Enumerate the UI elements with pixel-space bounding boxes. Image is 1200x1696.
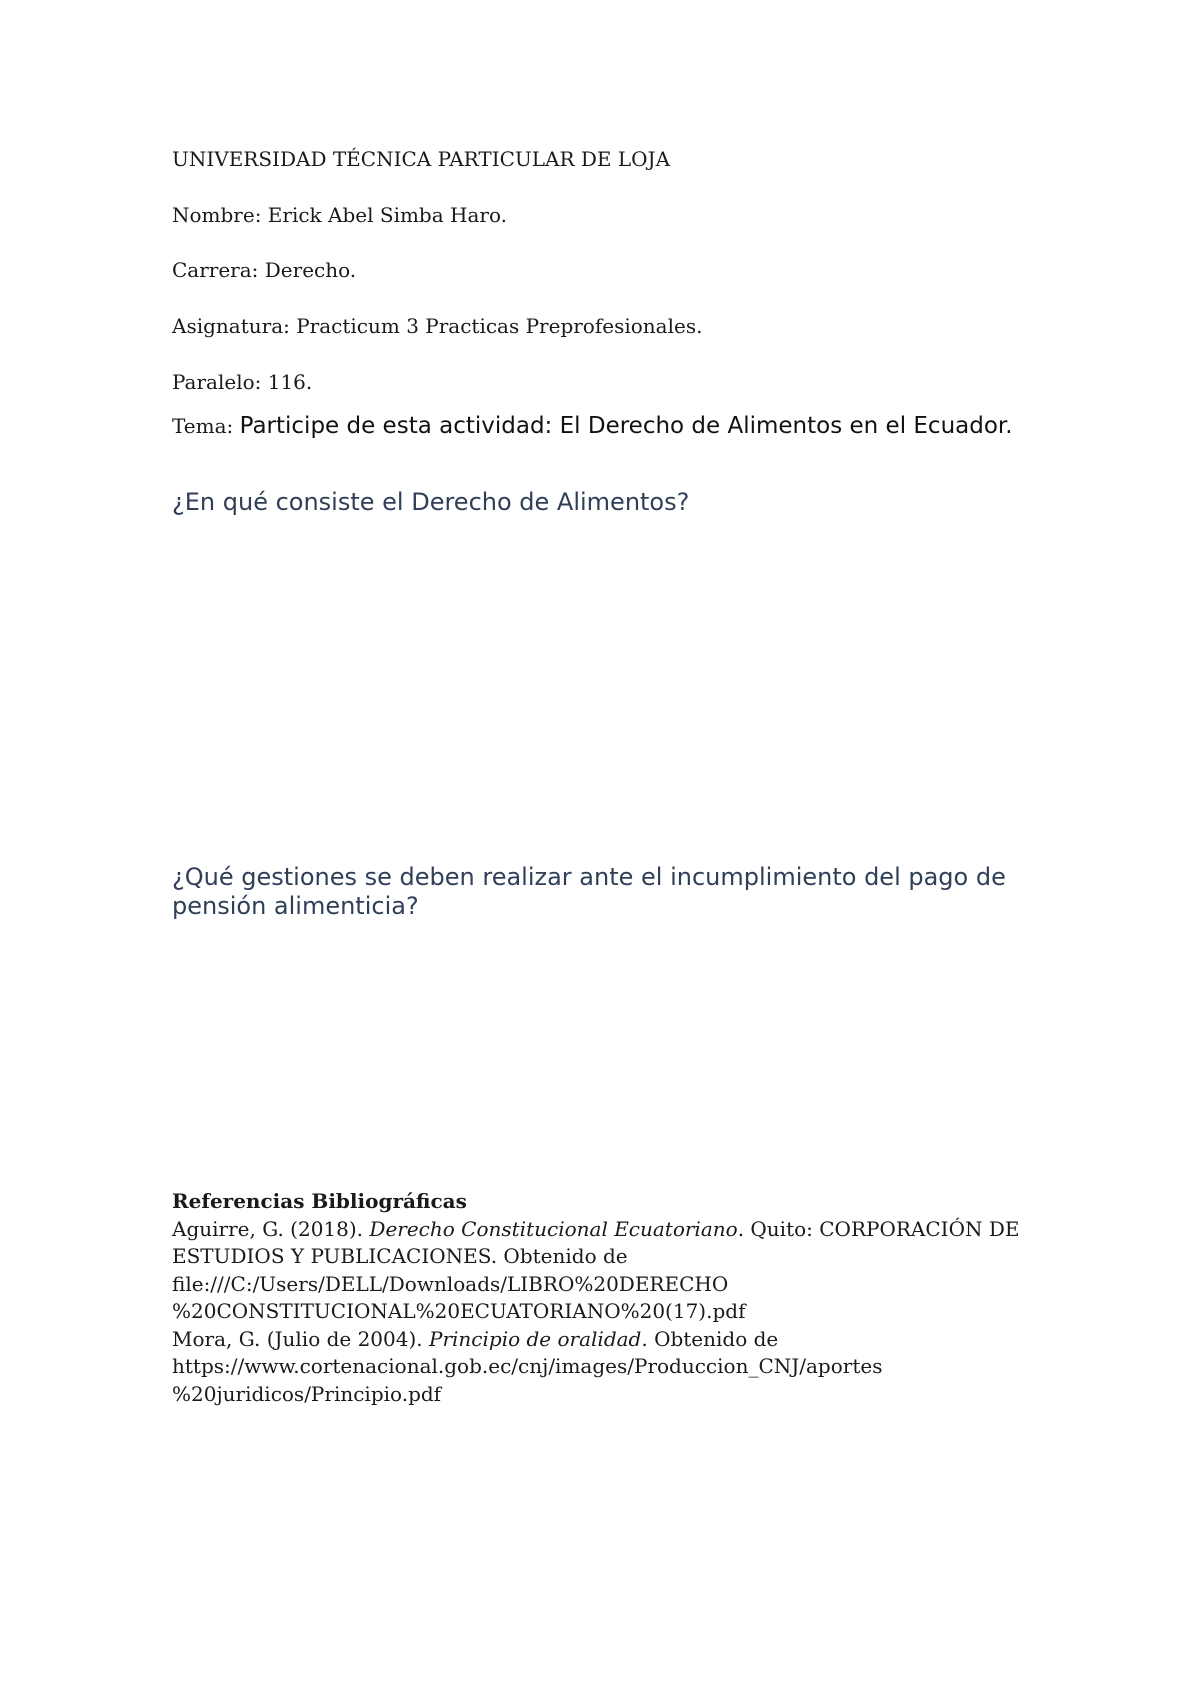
reference-author-year: Aguirre, G. (2018). <box>172 1216 370 1241</box>
references-section <box>172 1188 1052 1408</box>
question-heading-2: ¿Qué gestiones se deben realizar ante el incumplimiento del pago de pensión alimenticia? <box>172 863 1006 920</box>
reference-line <box>172 1216 1052 1244</box>
subject: Asignatura: Practicum 3 Practicas Preprofesionales. <box>172 314 703 338</box>
question-heading-1: ¿En qué consiste el Derecho de Alimentos? <box>172 488 690 516</box>
references-heading: Referencias Bibliográficas <box>172 1189 467 1213</box>
reference-line: ESTUDIOS Y PUBLICACIONES. Obtenido de <box>172 1244 628 1268</box>
reference-link: %20CONSTITUCIONAL%20ECUATORIANO%20(17).pdf <box>172 1299 746 1323</box>
student-name: Nombre: Erick Abel Simba Haro. <box>172 203 507 227</box>
reference-source: . Obtenido de <box>641 1326 779 1351</box>
topic <box>172 412 1052 443</box>
career: Carrera: Derecho. <box>172 258 357 282</box>
reference-link: file:///C:/Users/DELL/Downloads/LIBRO%20DERECHO <box>172 1271 729 1296</box>
reference-title: Derecho Constitucional Ecuatoriano <box>369 1216 738 1241</box>
reference-line <box>172 1326 1052 1354</box>
reference-title: Principio de oralidad <box>429 1326 642 1351</box>
topic-label: Tema: <box>172 414 240 438</box>
section-number: Paralelo: 116. <box>172 370 313 394</box>
university-name: UNIVERSIDAD TÉCNICA PARTICULAR DE LOJA <box>172 147 671 171</box>
topic-text: Participe de esta actividad: El Derecho de Alimentos en el Ecuador. <box>239 413 1013 439</box>
reference-author-year: Mora, G. (Julio de 2004). <box>172 1326 430 1351</box>
reference-entry <box>172 1326 1052 1409</box>
reference-publisher: . Quito: CORPORACIÓN DE <box>737 1216 1020 1241</box>
reference-link: %20juridicos/Principio.pdf <box>172 1381 442 1406</box>
reference-link: https://www.cortenacional.gob.ec/cnj/images/Produccion_CNJ/aportes <box>172 1354 883 1378</box>
reference-entry <box>172 1216 1052 1326</box>
